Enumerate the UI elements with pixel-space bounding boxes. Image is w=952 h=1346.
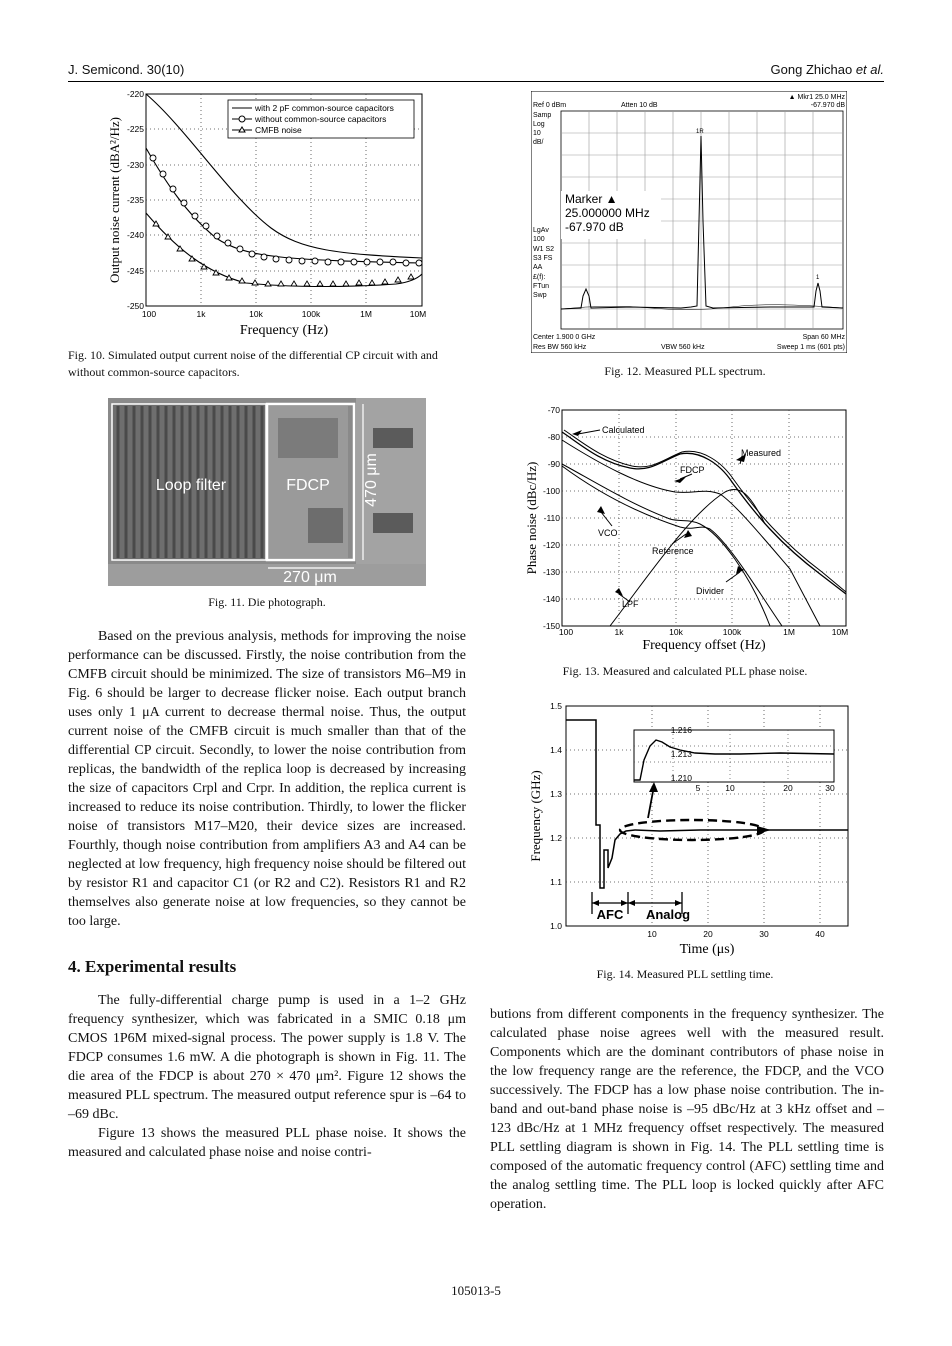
fig14-xlabel: Time (μs)	[679, 942, 735, 957]
fig12-caption: Fig. 12. Measured PLL spectrum.	[604, 364, 766, 378]
fig14-ytick: 1.5	[550, 701, 562, 711]
fig12-spur-label: 1	[816, 275, 820, 281]
fig13-ytick: -150	[542, 621, 560, 631]
fig13-label-calculated: Calculated	[602, 425, 645, 435]
fig12-side: Swp	[533, 292, 547, 299]
fig10-xtick: 100k	[301, 309, 321, 319]
fig12-side: Log	[533, 121, 545, 128]
fig13-ytick: -80	[547, 432, 560, 442]
fig14-analog-label: Analog	[645, 907, 691, 922]
fig12-side: AA	[533, 264, 543, 271]
fig10-ytick: -220	[126, 89, 144, 99]
fig13-ytick: -140	[542, 594, 560, 604]
fig11-photo	[108, 398, 426, 586]
fig13-phase-noise	[520, 404, 850, 654]
experimental-paragraph-continued: butions from different components in the frequency synthesizer. The calculated phase noise agrees well with the measured result. Components which are the dominant contributors of phase noise in the low frequency range are the reference, the FDCP, and the VCO successively. The FDCP has a low phase noise contribution. The in-band and out-band phase noise is –95 dBc/Hz at 3 kHz offset and –123 dBc/Hz at 1 MHz frequency offset respectively. The measured PLL settling diagram is shown in Fig. 14. The PLL settling time is composed of the automatic frequency control (AFC) settling time and the analog settling time. The PLL loop is locked quickly after AFC operation.	[490, 1007, 884, 1212]
header-rule	[68, 81, 884, 82]
fig14-inset-xtick: 20	[783, 783, 793, 793]
fig10-ytick: -235	[126, 195, 144, 205]
fig11-caption: Fig. 11. Die photograph.	[208, 595, 326, 609]
fig12-marker-label: Marker ▲	[565, 192, 618, 206]
fig11-height-label: 470 μm	[363, 453, 380, 507]
running-head-left: J. Semicond. 30(10)	[68, 62, 185, 77]
fig12-side: S3 FS	[533, 255, 553, 262]
fig13-xtick: 1k	[614, 627, 624, 637]
experimental-paragraph-2: Figure 13 shows the measured PLL phase noise. It shows the measured and calculated phase noise and noise contri-	[68, 1126, 466, 1160]
fig10-ylabel: Output noise current (dBA²/Hz)	[107, 117, 122, 283]
fig14-xtick: 30	[759, 929, 769, 939]
fig13-label-vco: VCO	[598, 528, 618, 538]
fig14-xtick: 20	[703, 929, 713, 939]
fig10-ytick: -225	[126, 124, 144, 134]
fig13-label-reference: Reference	[652, 546, 694, 556]
fig14-inset-ytick: 1.216	[670, 725, 692, 735]
fig13-xtick: 10k	[669, 627, 683, 637]
fig13-xlabel: Frequency offset (Hz)	[642, 638, 766, 653]
fig14-settling	[520, 700, 850, 962]
fig10-xtick: 10k	[249, 309, 263, 319]
fig14-inset-ytick: 1.213	[670, 749, 692, 759]
fig10-xtick: 100	[141, 309, 157, 319]
fig10-xlabel: Frequency (Hz)	[239, 323, 329, 338]
fig14-xtick: 10	[647, 929, 657, 939]
fig12-side: dB/	[533, 139, 544, 146]
section-title: 4. Experimental results	[68, 957, 237, 976]
fig10-legend-2: without common-source capacitors	[255, 114, 387, 124]
fig10-xtick: 1k	[196, 309, 206, 319]
fig10-xtick: 1M	[360, 309, 372, 319]
fig13-xtick: 100	[558, 627, 574, 637]
fig13-label-lpf: LPF	[622, 599, 639, 609]
fig13-ytick: -100	[542, 486, 560, 496]
fig13-ytick: -120	[542, 540, 560, 550]
fig14-ytick: 1.1	[550, 877, 562, 887]
fig14-inset-xtick: 10	[725, 783, 735, 793]
fig12-side: 10	[533, 130, 541, 137]
fig11-fdcp-label: FDCP	[286, 477, 330, 494]
fig13-caption: Fig. 13. Measured and calculated PLL phase noise.	[562, 664, 808, 678]
fig13-ytick: -70	[547, 405, 560, 415]
fig10-caption: Fig. 10. Simulated output current noise of the differential CP circuit with and without common-source capacitors.	[68, 348, 438, 379]
fig13-ytick: -90	[547, 459, 560, 469]
fig10-legend-1: with 2 pF common-source capacitors	[255, 103, 394, 113]
fig12-resbw: Res BW 560 kHz	[533, 344, 587, 351]
fig10-xtick: 10M	[409, 309, 427, 319]
fig14-inset-ytick: 1.210	[670, 773, 692, 783]
fig12-center: Center 1.900 0 GHz	[533, 334, 596, 341]
fig13-xtick: 100k	[722, 627, 742, 637]
fig13-xtick: 1M	[783, 627, 795, 637]
fig12-marker-freq: 25.000000 MHz	[565, 206, 650, 220]
fig10-ytick: -230	[126, 160, 144, 170]
fig12-vbw: VBW 560 kHz	[661, 344, 705, 351]
fig13-ytick: -130	[542, 567, 560, 577]
fig12-atten: Atten 10 dB	[621, 102, 658, 109]
fig10-ytick: -250	[126, 301, 144, 311]
fig10-ytick: -240	[126, 230, 144, 240]
fig11-width-label: 270 μm	[283, 569, 337, 586]
fig14-inset-xtick: 5	[695, 783, 701, 793]
fig14-caption: Fig. 14. Measured PLL settling time.	[596, 967, 774, 981]
fig12-spectrum	[531, 91, 847, 353]
fig12-marker-db: -67.970 dB	[810, 102, 845, 109]
fig12-side: £(f):	[533, 274, 546, 281]
page-number: 105013-5	[451, 1283, 501, 1298]
fig14-ytick: 1.2	[550, 833, 562, 843]
fig12-side: FTun	[533, 283, 550, 290]
fig10-ytick: -245	[126, 266, 144, 276]
fig14-afc-label: AFC	[596, 907, 624, 922]
fig12-ref: Ref 0 dBm	[533, 102, 567, 109]
fig12-sweep: Sweep 1 ms (601 pts)	[776, 344, 845, 351]
fig13-ylabel: Phase noise (dBc/Hz)	[524, 461, 539, 575]
fig11-loop-label: Loop filter	[155, 477, 227, 494]
fig12-side: LgAv	[533, 227, 549, 234]
fig12-side: Samp	[533, 112, 552, 119]
fig13-label-divider: Divider	[696, 586, 725, 596]
experimental-paragraph-1: The fully-differential charge pump is used in a 1–2 GHz frequency synthesizer, which was fabricated in a SMIC 0.18 μm CMOS 1P6M mixed-signal process. The power supply is 1.8 V. The FDCP consumes 1.6 mW. A die photograph is shown in Fig. 11. The die area of the FDCP is about 270 × 470 μm². Figure 12 shows the measured PLL spectrum. The measured output reference spur is –64 to –69 dBc.	[68, 993, 466, 1122]
fig12-marker-amp: -67.970 dB	[565, 220, 624, 234]
fig10-legend-3: CMFB noise	[255, 125, 302, 135]
running-head-right: Gong Zhichao et al.	[770, 62, 884, 77]
fig14-ytick: 1.0	[550, 921, 562, 931]
fig14-ylabel: Frequency (GHz)	[528, 770, 543, 862]
noise-improvement-paragraph: Based on the previous analysis, methods for improving the noise performance can be discussed. Firstly, the noise contribution from the CMFB circuit should be minimized. The size of transistors M6–M9 in Fig. 6 should be larger to decrease flicker noise. Each output branch uses only 1 μA current to decrease thermal noise. Thus, the output current noise of the CMFB circuit is much smaller than that of the differential CP circuit. Secondly, to lower the noise contribution from replicas, the bandwidth of the replica loop is decreased by increasing the size of capacitors Crpl and Crpr. In addition, the replica current is increased to reduce its noise contribution. Thirdly, to lower the flicker noise of transistors M17–M20, their device sizes are increased. Fourthly, though noise contribution from amplifiers A3 and A4 can be neglected at low frequency, high frequency noise should be filtered out by resistor R1 and capacitor C1 (or R2 and C2). Resistors R1 and R2 themselves also generate noise at low frequencies, so they cannot be too large.	[68, 629, 466, 929]
fig14-ytick: 1.3	[550, 789, 562, 799]
fig12-span: Span 60 MHz	[802, 334, 845, 341]
fig13-xtick: 10M	[831, 627, 849, 637]
fig13-ytick: -110	[543, 513, 560, 523]
fig14-inset-xtick: 30	[825, 783, 835, 793]
fig14-xtick: 40	[815, 929, 825, 939]
fig10-chart	[96, 88, 436, 340]
fig12-side: W1 S2	[533, 246, 555, 253]
fig13-label-fdcp: FDCP	[680, 465, 705, 475]
fig12-peak-label: 1R	[696, 129, 704, 135]
fig12-side: 100	[533, 236, 545, 243]
fig14-ytick: 1.4	[550, 745, 562, 755]
fig12-marker-top: ▲ Mkr1 25.0 MHz	[788, 94, 845, 101]
fig13-label-measured: Measured	[741, 448, 782, 458]
